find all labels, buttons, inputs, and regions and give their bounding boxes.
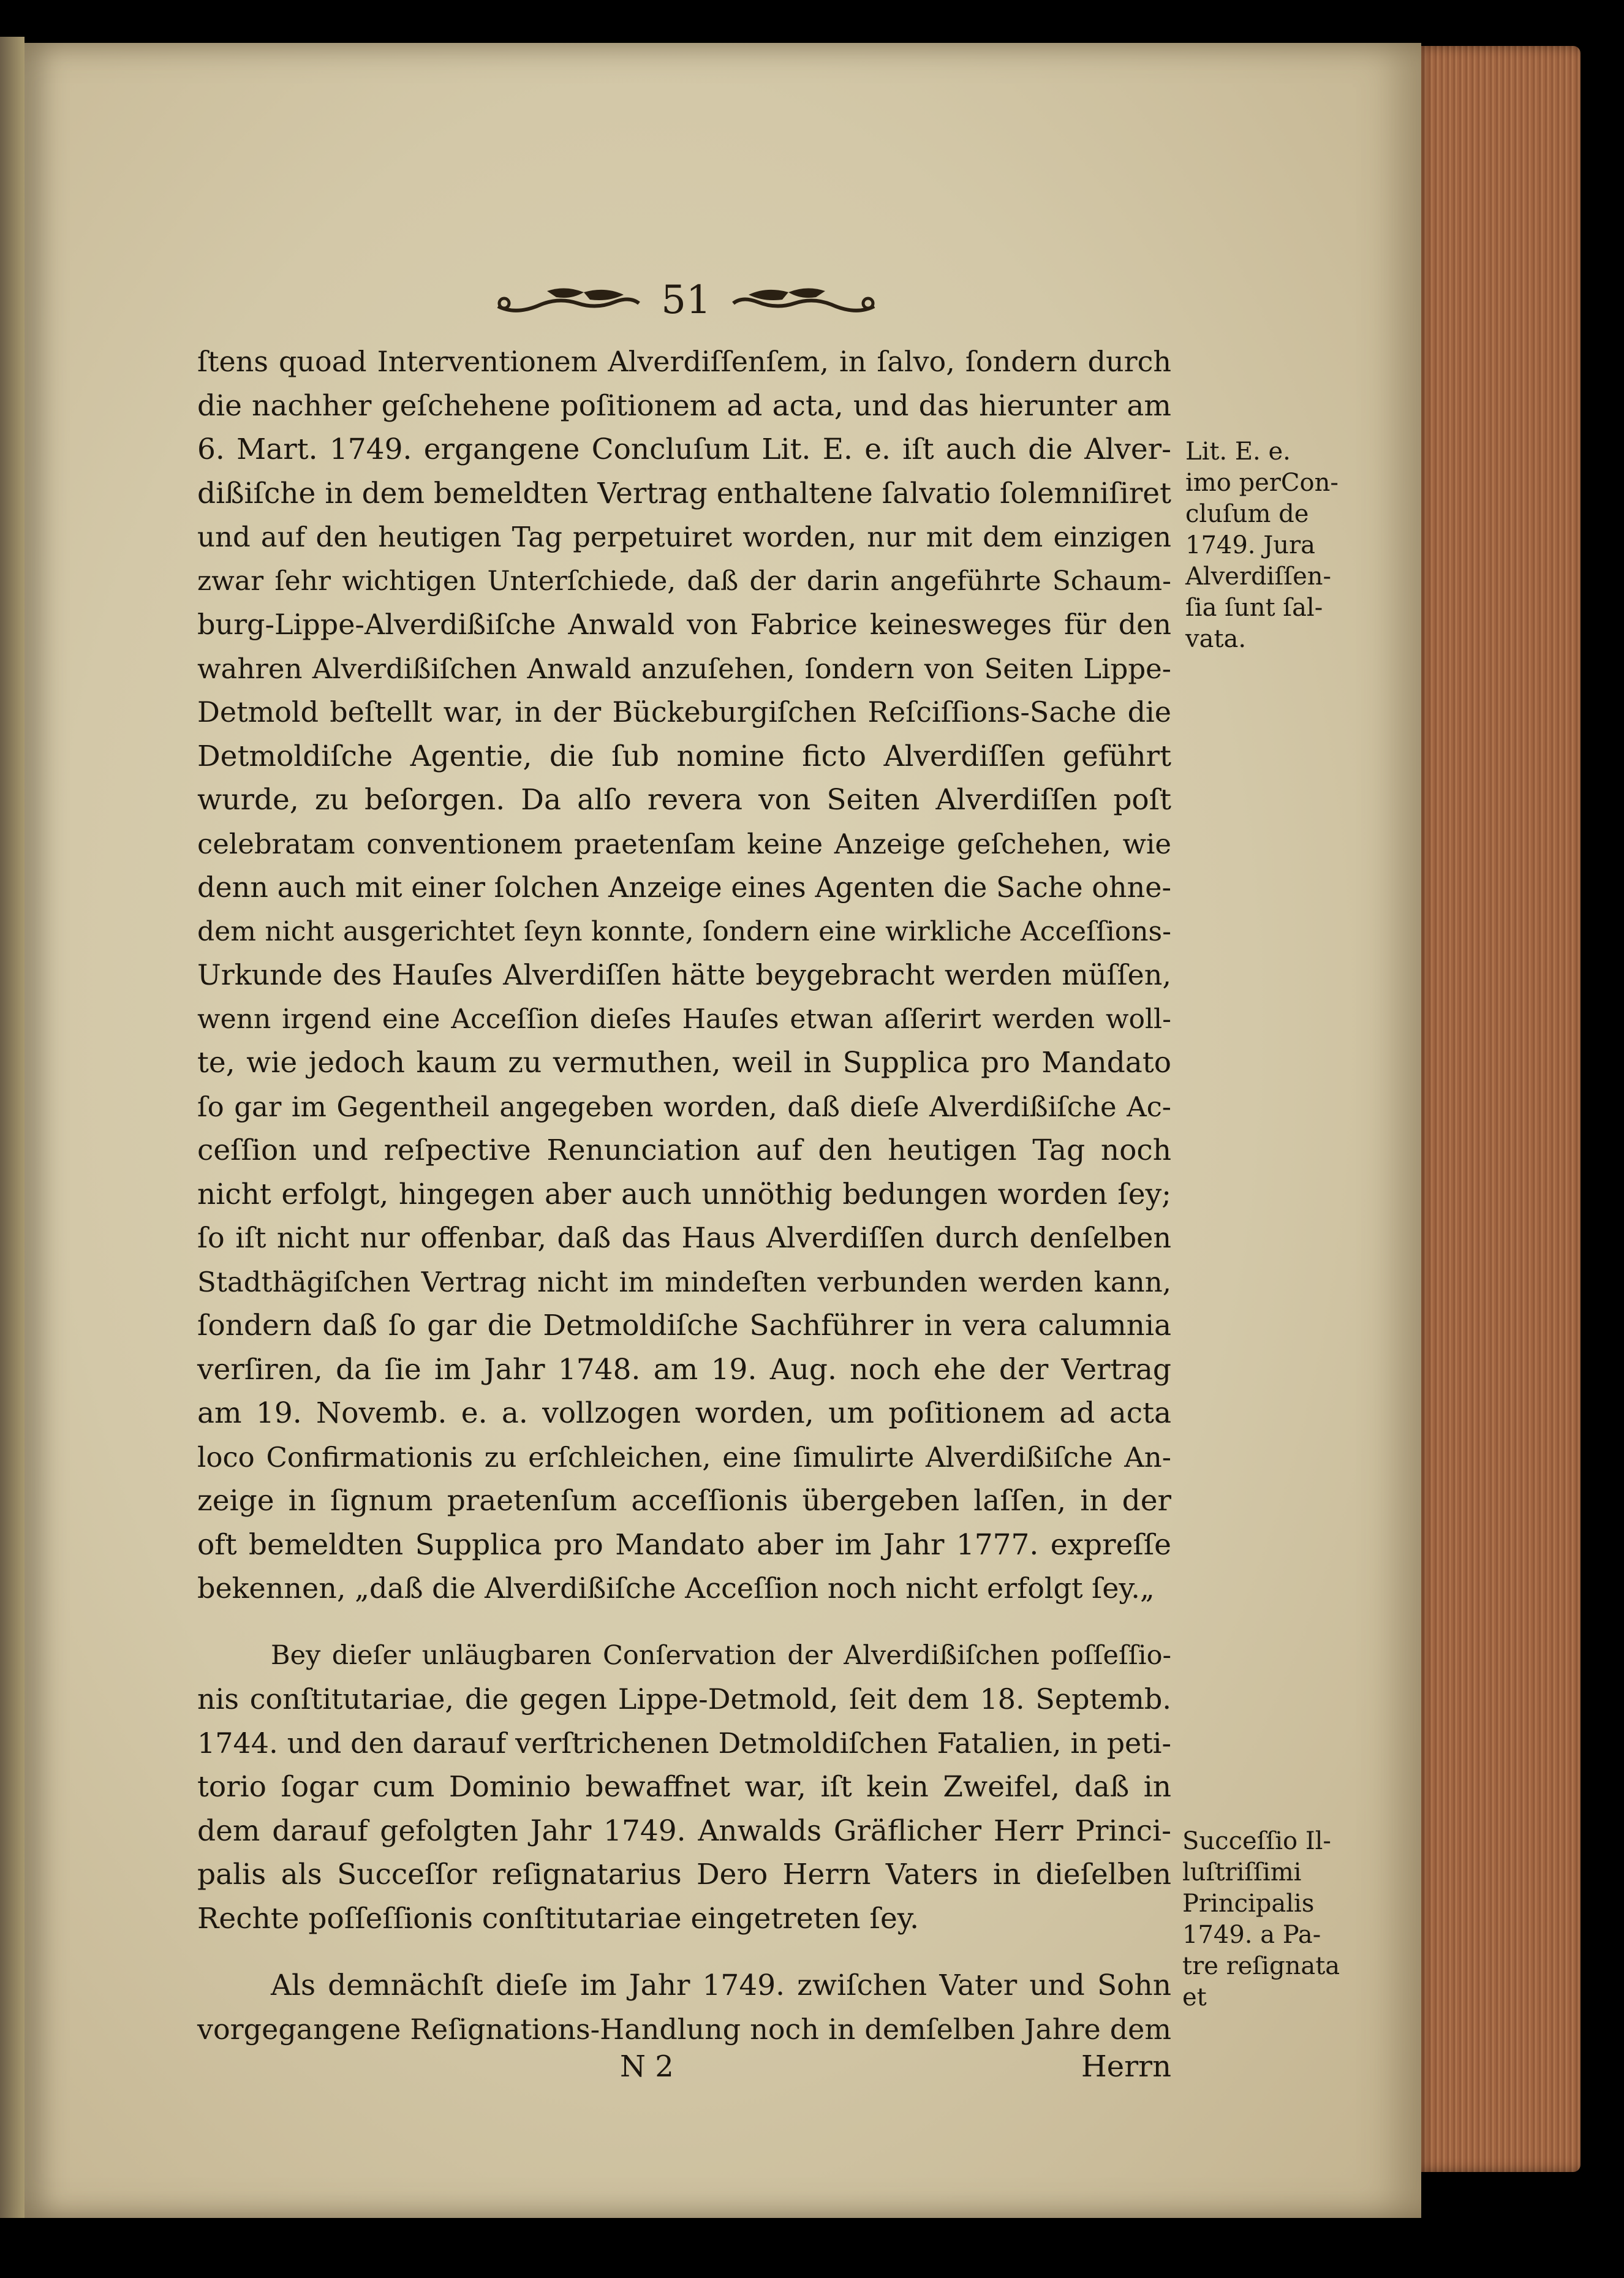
margin-note-line: cluſum de <box>1185 500 1309 528</box>
text-line: zwar ſehr wichtigen Unterſchiede, daß der darin angeführte Schaum- <box>197 565 1171 597</box>
page-footer <box>197 2049 1171 2092</box>
margin-note-line: Lit. E. e. <box>1185 437 1291 466</box>
main-text <box>197 340 1171 2051</box>
text-line: ceſſion und reſpective Renunciation auf den heutigen Tag noch <box>197 1133 1171 1167</box>
text-line: nicht erfolgt, hingegen aber auch unnöthig bedungen worden ſey; <box>197 1177 1171 1211</box>
text-line: loco Confirmationis zu erſchleichen, eine ſimulirte Alverdißiſche An- <box>197 1440 1171 1474</box>
text-line: palis als Succeſſor reſignatarius Dero Herrn Vaters in dieſelben <box>197 1858 1171 1891</box>
book-fore-edge <box>1415 46 1581 2172</box>
text-line: 6. Mart. 1749. ergangene Concluſum Lit. E. e. iſt auch die Alver- <box>197 433 1171 466</box>
text-line: vorgegangene Reſignations-Handlung noch in demſelben Jahre dem <box>197 2012 1171 2046</box>
text-line: celebratam conventionem praetenſam keine Anzeige geſchehen, wie <box>197 827 1171 860</box>
text-line: 1744. und den darauf verſtrichenen Detmoldiſchen Fatalien, in peti- <box>197 1726 1171 1760</box>
text-line: dem darauf gefolgten Jahr 1749. Anwalds Gräflicher Herr Princi- <box>197 1814 1171 1848</box>
text-line: denn auch mit einer ſolchen Anzeige eines Agenten die Sache ohne- <box>197 871 1171 904</box>
margin-note-line: Principalis <box>1182 1890 1315 1918</box>
page-number: 51 <box>661 278 711 323</box>
text-line: zeige in ſignum praetenſum acceſſionis übergeben laſſen, in der <box>197 1484 1171 1518</box>
margin-note-line: tre reſignata <box>1182 1952 1340 1980</box>
text-line: und auf den heutigen Tag perpetuiret worden, nur mit dem einzigen <box>197 521 1171 553</box>
catchword: Herrn <box>1081 2049 1171 2084</box>
margin-note-line: Alverdiſſen- <box>1185 562 1332 591</box>
text-line: Bey dieſer unläugbaren Conſervation der Alverdißiſchen poſſeſſio- <box>271 1640 1171 1671</box>
text-line: verſiren, da ſie im Jahr 1748. am 19. Aug. noch ehe der Vertrag <box>197 1352 1171 1387</box>
text-line: Urkunde des Hauſes Alverdiſſen hätte beygebracht werden müſſen, <box>197 958 1171 991</box>
text-line: te, wie jedoch kaum zu vermuthen, weil in Supplica pro Mandato <box>197 1046 1171 1080</box>
margin-note-line: 1749. Jura <box>1185 531 1315 559</box>
text-line: wahren Alverdißiſchen Anwald anzuſehen, ſondern von Seiten Lippe- <box>197 652 1171 685</box>
text-line: wenn irgend eine Acceſſion dieſes Hauſes etwan aſſerirt werden woll- <box>197 1003 1171 1035</box>
text-line: torio ſogar cum Dominio bewaffnet war, iſt kein Zweifel, daß in <box>197 1770 1171 1804</box>
margin-note-line: luſtriſſimi <box>1182 1858 1302 1886</box>
margin-note-line: 1749. a Pa- <box>1182 1921 1321 1949</box>
margin-note-line: imo perCon- <box>1185 469 1339 497</box>
margin-note-line: Succeſſio Il- <box>1182 1827 1331 1855</box>
text-line: Stadthägiſchen Vertrag nicht im mindeſten verbunden werden kann, <box>197 1265 1171 1298</box>
margin-note-line: ſia ſunt ſal- <box>1185 594 1323 622</box>
margin-note-line: et <box>1182 1983 1207 2011</box>
text-line: ſondern daß ſo gar die Detmoldiſche Sachführer in vera calumnia <box>197 1309 1171 1342</box>
margin-note-line: vata. <box>1185 625 1247 653</box>
text-line: Als demnächſt dieſe im Jahr 1749. zwiſchen Vater und Sohn <box>271 1969 1171 2002</box>
text-line: nis conſtitutariae, die gegen Lippe-Detmold, ſeit dem 18. Septemb. <box>197 1682 1171 1716</box>
text-line: am 19. Novemb. e. a. vollzogen worden, um poſitionem ad acta <box>197 1396 1171 1430</box>
text-line: ſo iſt nicht nur offenbar, daß das Haus Alverdiſſen durch denſelben <box>197 1221 1171 1254</box>
paragraph-1 <box>197 340 1171 1611</box>
left-ornament-icon <box>492 279 645 322</box>
text-line: burg-Lippe-Alverdißiſche Anwald von Fabrice keinesweges für den <box>197 608 1171 641</box>
text-line: Detmoldiſche Agentie, die ſub nomine ficto Alverdiſſen geführt <box>197 739 1171 773</box>
paragraph-3 <box>197 1964 1171 2051</box>
paragraph-2 <box>197 1634 1171 1941</box>
text-line: bekennen, „daß die Alverdißiſche Acceſſion noch nicht erfolgt ſey.„ <box>197 1572 1155 1605</box>
margin-note-1 <box>1185 436 1339 655</box>
text-line: dißiſche in dem bemeldten Vertrag enthaltene ſalvatio ſolemniſiret <box>197 476 1171 510</box>
text-line: Detmold beſtellt war, in der Bückeburgiſchen Reſciſſions-Sache die <box>197 695 1171 728</box>
signature-mark: N 2 <box>620 2049 674 2084</box>
right-ornament-icon <box>727 279 880 322</box>
paragraph-spacer <box>197 1940 1171 1964</box>
text-line: oft bemeldten Supplica pro Mandato aber im Jahr 1777. expreſſe <box>197 1527 1171 1562</box>
paragraph-spacer <box>197 1611 1171 1634</box>
margin-note-2 <box>1182 1826 1339 2013</box>
page-header <box>466 273 907 328</box>
text-line: ſo gar im Gegentheil angegeben worden, daß dieſe Alverdißiſche Ac- <box>197 1090 1171 1123</box>
text-line: wurde, zu beſorgen. Da alſo revera von Seiten Alverdiſſen poſt <box>197 783 1171 817</box>
text-line: die nachher geſchehene poſitionem ad acta, und das hierunter am <box>197 388 1171 423</box>
text-line: ſtens quoad Interventionem Alverdiſſenſem, in ſalvo, ſondern durch <box>197 345 1171 378</box>
facing-page-edge <box>0 37 25 2218</box>
text-line: dem nicht ausgerichtet ſeyn konnte, ſondern eine wirkliche Acceſſions- <box>197 915 1171 947</box>
text-line: Rechte poſſeſſionis conſtitutariae eingetreten ſey. <box>197 1901 920 1936</box>
